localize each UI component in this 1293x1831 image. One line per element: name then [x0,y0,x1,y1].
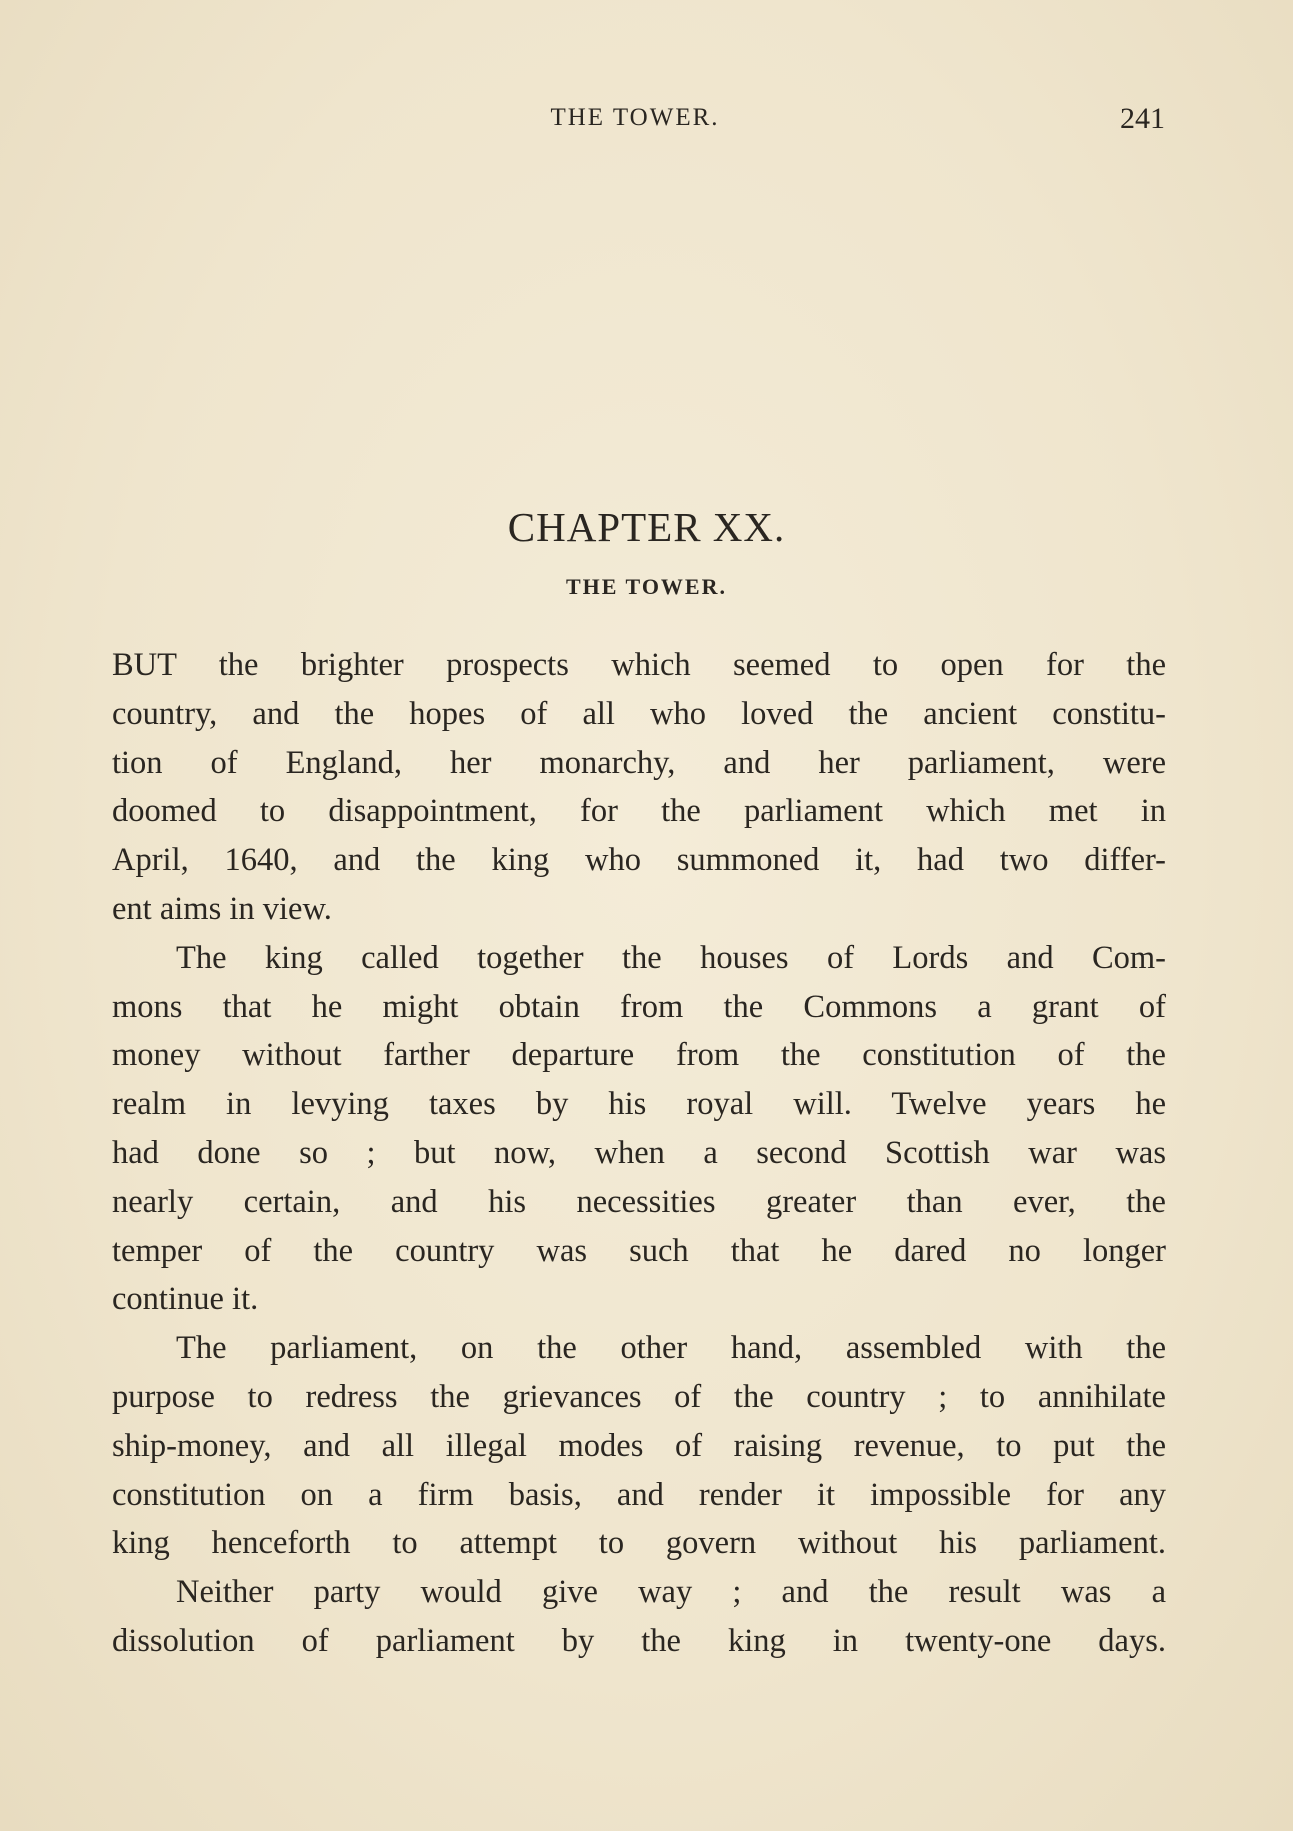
paragraph [112,641,1166,934]
chapter-subtitle: THE TOWER. [565,574,727,599]
body-text [112,641,1166,1666]
text-line: country, and the hopes of all who loved the ancient constitu- [112,695,1166,732]
text-line: BUT the brighter prospects which seemed to open for the [112,647,1166,683]
text-line: The parliament, on the other hand, assembled with the [176,1330,1166,1367]
text-line: dissolution of parliament by the king in twenty-one days. [112,1622,1166,1659]
text-line: continue it. [112,1281,259,1318]
text-line: king henceforth to attempt to govern without his parliament. [112,1525,1166,1562]
text-line: constitution on a firm basis, and render it impossible for any [112,1476,1166,1513]
text-line: mons that he might obtain from the Commons a grant of [112,988,1166,1025]
text-line: purpose to redress the grievances of the country ; to annihilate [112,1378,1166,1415]
text-line: Neither party would give way ; and the result was a [176,1574,1166,1611]
page-number: 241 [1120,102,1165,135]
text-line: temper of the country was such that he dared no longer [112,1232,1166,1269]
paragraph [112,1324,1166,1568]
text-line: realm in levying taxes by his royal will. Twelve years he [112,1086,1166,1123]
text-line: ent aims in view. [112,890,332,927]
chapter-title: CHAPTER XX. [507,504,786,551]
text-line: tion of England, her monarchy, and her parliament, were [112,744,1166,781]
paragraph [112,934,1166,1324]
paragraph [112,1568,1166,1666]
text-line: had done so ; but now, when a second Scottish war was [112,1134,1166,1171]
text-line: doomed to disappointment, for the parliament which met in [112,793,1166,830]
running-title: THE TOWER. [550,104,720,131]
running-head [105,104,1165,144]
text-line: April, 1640, and the king who summoned it, had two differ- [112,842,1166,879]
text-line: money without farther departure from the constitution of the [112,1037,1166,1074]
text-line: The king called together the houses of Lords and Com- [176,939,1166,976]
text-line: nearly certain, and his necessities greater than ever, the [112,1183,1166,1220]
text-line: ship-money, and all illegal modes of raising revenue, to put the [112,1427,1166,1464]
